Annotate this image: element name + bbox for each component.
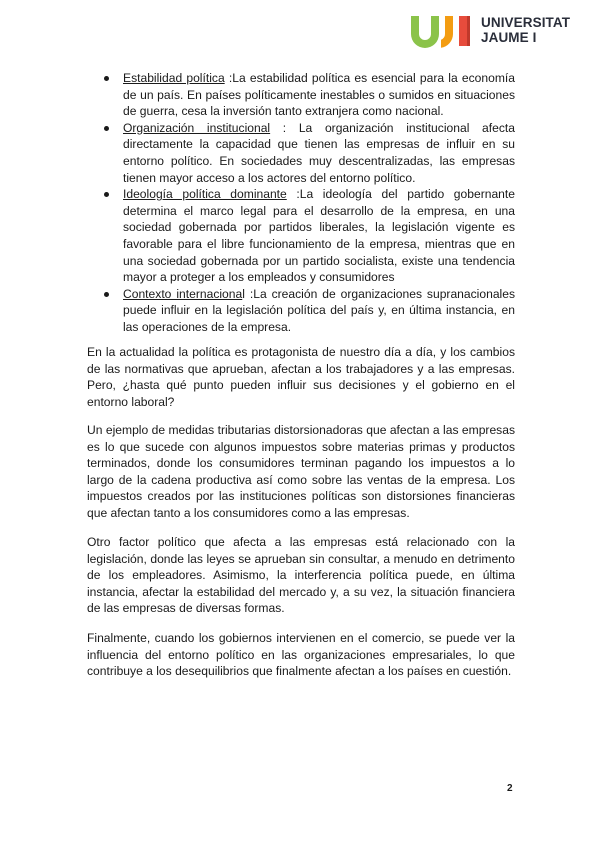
page-number: 2 [507, 783, 513, 794]
logo-line-1: UNIVERSITAT [481, 15, 571, 30]
list-item-term: Organización institucional [123, 120, 271, 135]
uji-logo-icon [409, 14, 477, 48]
list-item-text: :La estabilidad política es esencial para la economía de un país. En países políticamente inestables o sumidos en situaciones de guerra, cesa la inversión tanto extranjera como nacional. [123, 71, 515, 119]
bullet-icon [104, 192, 109, 197]
list-item-text: :La ideología del partido gobernante determina el marco legal para el desarrollo de la empresa, en una sociedad gobernada por partidos liberales, la legislación vigente es favorable para el libre funcionamiento de la empresa, mientras que en una sociedad gobernada por un partido socialista, existe una tendencia mayor a proteger a los empleados y consumidores [123, 187, 515, 285]
list-item-term: Ideología política dominante [123, 187, 287, 202]
list-item [87, 286, 515, 336]
paragraph: Finalmente, cuando los gobiernos intervienen en el comercio, se puede ver la influencia del entorno político en las organizaciones empresariales, lo que contribuye a los desequilibrios que finalmente afectan a los países en cuestión. [87, 631, 515, 679]
logo-line-2: JAUME I [481, 30, 537, 45]
list-item [87, 120, 515, 186]
list-item-term: Contexto internaciona [123, 286, 243, 301]
list-item-text: l :La creación de organizaciones supranacionales puede influir en la legislación política del país y, en última instancia, en las operaciones de la empresa. [123, 286, 515, 334]
list-item-term: Estabilidad política [123, 71, 225, 85]
paragraph: Un ejemplo de medidas tributarias distorsionadoras que afectan a las empresas es lo que sucede con algunos impuestos sobre materias primas y productos terminados, donde los consumidores terminan pagando los impuestos a lo largo de la cadena productiva así como sobre las ventas de la empresa. Los impuestos creados por las instituciones políticas son distorsiones financieras que afectan tanto a los consumidores como a las empresas. [87, 423, 515, 520]
paragraph: En la actualidad la política es protagonista de nuestro día a día, y los cambios de las normativas que aprueban, afectan a los trabajadores y a las empresas. Pero, ¿hasta qué punto pueden influir sus decisiones y el gobierno en el entorno laboral? [87, 345, 515, 409]
list-item [87, 70, 515, 120]
bullet-icon [104, 76, 109, 81]
list-item [87, 186, 515, 286]
document-body [87, 70, 515, 679]
bullet-icon [104, 126, 109, 131]
university-logo [409, 14, 579, 48]
bullet-icon [104, 292, 109, 297]
list-item-text: : La organización institucional afecta directamente la capacidad que tienen las empresas de influir en su entorno político. En sociedades muy descentralizadas, las empresas tienen mayor acceso a los actores del entorno político. [123, 120, 515, 185]
paragraph: Otro factor político que afecta a las empresas está relacionado con la legislación, donde las leyes se aprueban sin consultar, a menudo en detrimento de los empleadores. Asimismo, la interferencia política puede, en última instancia, afectar la estabilidad del mercado y, a su vez, la situación financiera de las empresas de diversas formas. [87, 535, 515, 616]
factor-list [87, 70, 515, 336]
logo-text [481, 15, 570, 45]
